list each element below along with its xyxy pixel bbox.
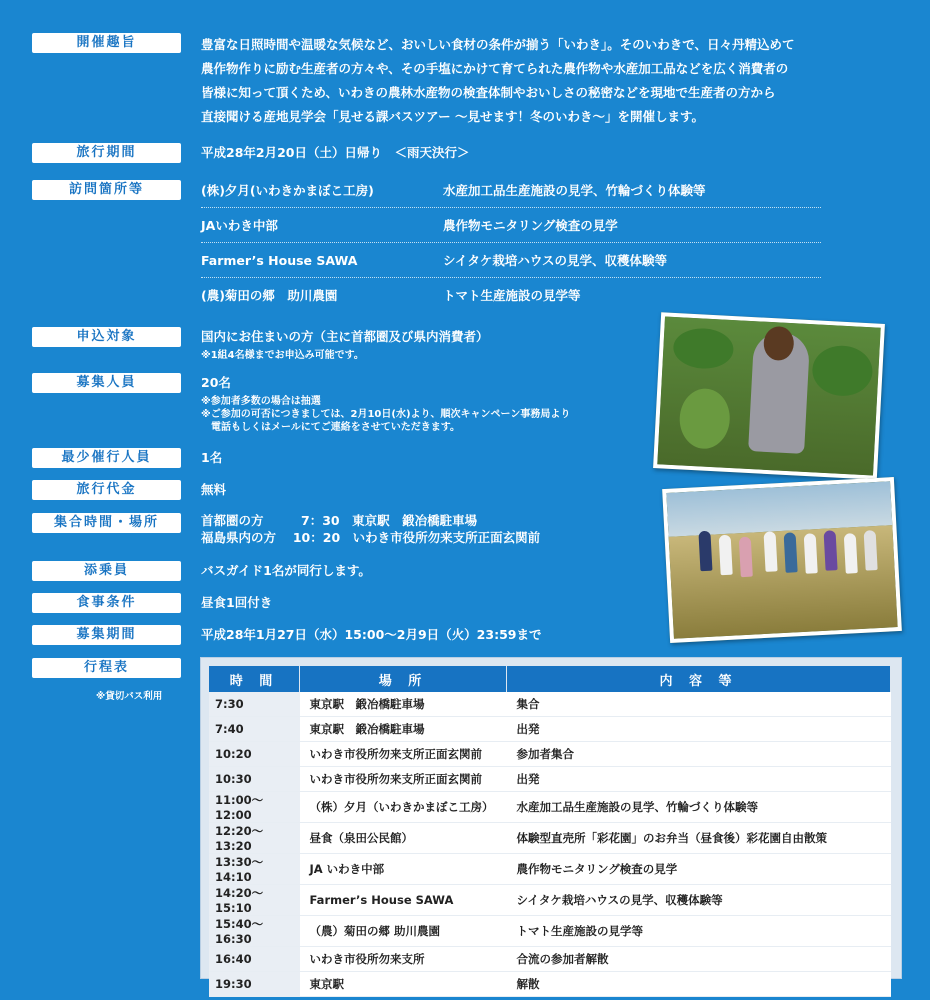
visit-activity: シイタケ栽培ハウスの見学、収穫体験等 bbox=[443, 253, 668, 268]
cell-content: 解散 bbox=[507, 972, 891, 997]
bus-note: ※貸切バス利用 bbox=[96, 691, 163, 702]
table-row bbox=[209, 854, 891, 885]
cell-time: 14:20～15:10 bbox=[209, 885, 300, 916]
col-time-header: 時 間 bbox=[209, 666, 300, 692]
meeting-block bbox=[201, 512, 540, 546]
capacity-note: ※参加者多数の場合は抽選 bbox=[201, 396, 321, 407]
label-minimum: 最少催行人員 bbox=[32, 448, 181, 468]
purpose-line: 皆様に知って頂くため、いわきの農林水産物の検査体制やおいしさの秘密などを現地で生産者の方から bbox=[201, 85, 776, 100]
label-meals: 食事条件 bbox=[32, 593, 181, 613]
table-row bbox=[209, 742, 891, 767]
capacity-value: 20名 bbox=[201, 375, 231, 390]
cell-content: トマト生産施設の見学等 bbox=[507, 916, 891, 947]
itinerary-table-box bbox=[200, 657, 902, 991]
cell-place: 東京駅 bbox=[300, 972, 507, 997]
visit-place: JAいわき中部 bbox=[201, 218, 278, 233]
capacity-block bbox=[201, 371, 570, 434]
cell-content: 水産加工品生産施設の見学、竹輪づくり体験等 bbox=[507, 792, 891, 823]
visit-place: (農)菊田の郷 助川農園 bbox=[201, 288, 338, 303]
minimum-value: 1名 bbox=[201, 450, 223, 465]
cell-place: いわき市役所勿来支所 bbox=[300, 947, 507, 972]
cell-place: 東京駅 鍛冶橋駐車場 bbox=[300, 692, 507, 717]
cell-place: （農）菊田の郷 助川農園 bbox=[300, 916, 507, 947]
col-place-header: 場 所 bbox=[300, 666, 507, 692]
cell-content: 出発 bbox=[507, 717, 891, 742]
visit-item bbox=[201, 208, 821, 243]
label-application: 募集期間 bbox=[32, 625, 181, 645]
cell-content: 参加者集合 bbox=[507, 742, 891, 767]
table-row bbox=[209, 717, 891, 742]
cell-content: 農作物モニタリング検査の見学 bbox=[507, 854, 891, 885]
meals-value: 昼食1回付き bbox=[201, 595, 273, 610]
cell-place: Farmer’s House SAWA bbox=[300, 885, 507, 916]
table-row bbox=[209, 972, 891, 997]
application-value: 平成28年1月27日（水）15:00～2月9日（火）23:59まで bbox=[201, 627, 542, 642]
cell-place: （株）夕月（いわきかまぼこ工房） bbox=[300, 792, 507, 823]
photo-field-worker bbox=[653, 312, 885, 480]
label-meeting: 集合時間・場所 bbox=[32, 513, 181, 533]
visit-item bbox=[201, 278, 821, 312]
table-row bbox=[209, 767, 891, 792]
label-capacity: 募集人員 bbox=[32, 373, 181, 393]
cell-content: 出発 bbox=[507, 767, 891, 792]
visit-place: Farmer’s House SAWA bbox=[201, 252, 358, 268]
cell-time: 7:40 bbox=[209, 717, 300, 742]
table-row bbox=[209, 792, 891, 823]
itinerary-header-row bbox=[209, 666, 891, 692]
table-row bbox=[209, 823, 891, 854]
cell-time: 10:20 bbox=[209, 742, 300, 767]
visits-list bbox=[201, 173, 821, 312]
target-value: 国内にお住まいの方（主に首都圏及び県内消費者） bbox=[201, 329, 489, 344]
photo-group-tour bbox=[662, 477, 902, 643]
meeting-line: 福島県内の方 10：20 いわき市役所勿来支所正面玄関前 bbox=[201, 530, 541, 545]
visit-activity: トマト生産施設の見学等 bbox=[443, 288, 581, 303]
visit-place: (株)夕月(いわきかまぼこ工房) bbox=[201, 183, 374, 198]
visit-item bbox=[201, 243, 821, 278]
cell-content: 集合 bbox=[507, 692, 891, 717]
capacity-note: 電話もしくはメールにてご連絡をさせていただきます。 bbox=[201, 422, 460, 433]
table-row bbox=[209, 885, 891, 916]
label-visits: 訪問箇所等 bbox=[32, 180, 181, 200]
cell-time: 7:30 bbox=[209, 692, 300, 717]
purpose-line: 豊富な日照時間や温暖な気候など、おいしい食材の条件が揃う「いわき」。そのいわきで、日々丹精込めて bbox=[201, 37, 795, 52]
cell-time: 10:30 bbox=[209, 767, 300, 792]
fee-value: 無料 bbox=[201, 482, 227, 497]
cell-place: いわき市役所勿来支所正面玄関前 bbox=[300, 767, 507, 792]
cell-place: 昼食（泉田公民館） bbox=[300, 823, 507, 854]
purpose-line: 直接聞ける産地見学会「見せる課バスツアー ～見せます！冬のいわき～」を開催します。 bbox=[201, 109, 704, 124]
cell-place: JA いわき中部 bbox=[300, 854, 507, 885]
cell-time: 13:30～14:10 bbox=[209, 854, 300, 885]
table-row bbox=[209, 916, 891, 947]
cell-time: 15:40～16:30 bbox=[209, 916, 300, 947]
label-target: 申込対象 bbox=[32, 327, 181, 347]
col-content-header: 内 容 等 bbox=[507, 666, 891, 692]
cell-time: 16:40 bbox=[209, 947, 300, 972]
visit-item bbox=[201, 173, 821, 208]
meeting-line: 首都圏の方 7：30 東京駅 鍛冶橋駐車場 bbox=[201, 513, 478, 528]
label-fee: 旅行代金 bbox=[32, 480, 181, 500]
label-itinerary: 行程表 bbox=[32, 658, 181, 678]
target-note: ※1組4名様までお申込み可能です。 bbox=[201, 350, 364, 361]
label-escort: 添乗員 bbox=[32, 561, 181, 581]
target-block bbox=[201, 325, 489, 362]
purpose-line: 農作物作りに励む生産者の方々や、その手塩にかけて育てられた農作物や水産加工品などを広く消費者の bbox=[201, 61, 789, 76]
cell-content: 合流の参加者解散 bbox=[507, 947, 891, 972]
cell-time: 11:00～12:00 bbox=[209, 792, 300, 823]
cell-content: シイタケ栽培ハウスの見学、収穫体験等 bbox=[507, 885, 891, 916]
cell-time: 19:30 bbox=[209, 972, 300, 997]
cell-time: 12:20～13:20 bbox=[209, 823, 300, 854]
visit-activity: 水産加工品生産施設の見学、竹輪づくり体験等 bbox=[443, 183, 706, 198]
label-purpose: 開催趣旨 bbox=[32, 33, 181, 53]
escort-value: バスガイド1名が同行します。 bbox=[201, 563, 371, 578]
visit-activity: 農作物モニタリング検査の見学 bbox=[443, 218, 618, 233]
table-row bbox=[209, 692, 891, 717]
itinerary-table bbox=[209, 666, 891, 997]
capacity-note: ※ご参加の可否につきましては、2月10日(水)より、順次キャンペーン事務局より bbox=[201, 409, 571, 420]
label-period: 旅行期間 bbox=[32, 143, 181, 163]
purpose-text bbox=[201, 33, 795, 129]
period-value: 平成28年2月20日（土）日帰り ＜雨天決行＞ bbox=[201, 145, 470, 160]
cell-content: 体験型直売所「彩花園」のお弁当（昼食後）彩花園自由散策 bbox=[507, 823, 891, 854]
cell-place: いわき市役所勿来支所正面玄関前 bbox=[300, 742, 507, 767]
table-row bbox=[209, 947, 891, 972]
cell-place: 東京駅 鍛冶橋駐車場 bbox=[300, 717, 507, 742]
